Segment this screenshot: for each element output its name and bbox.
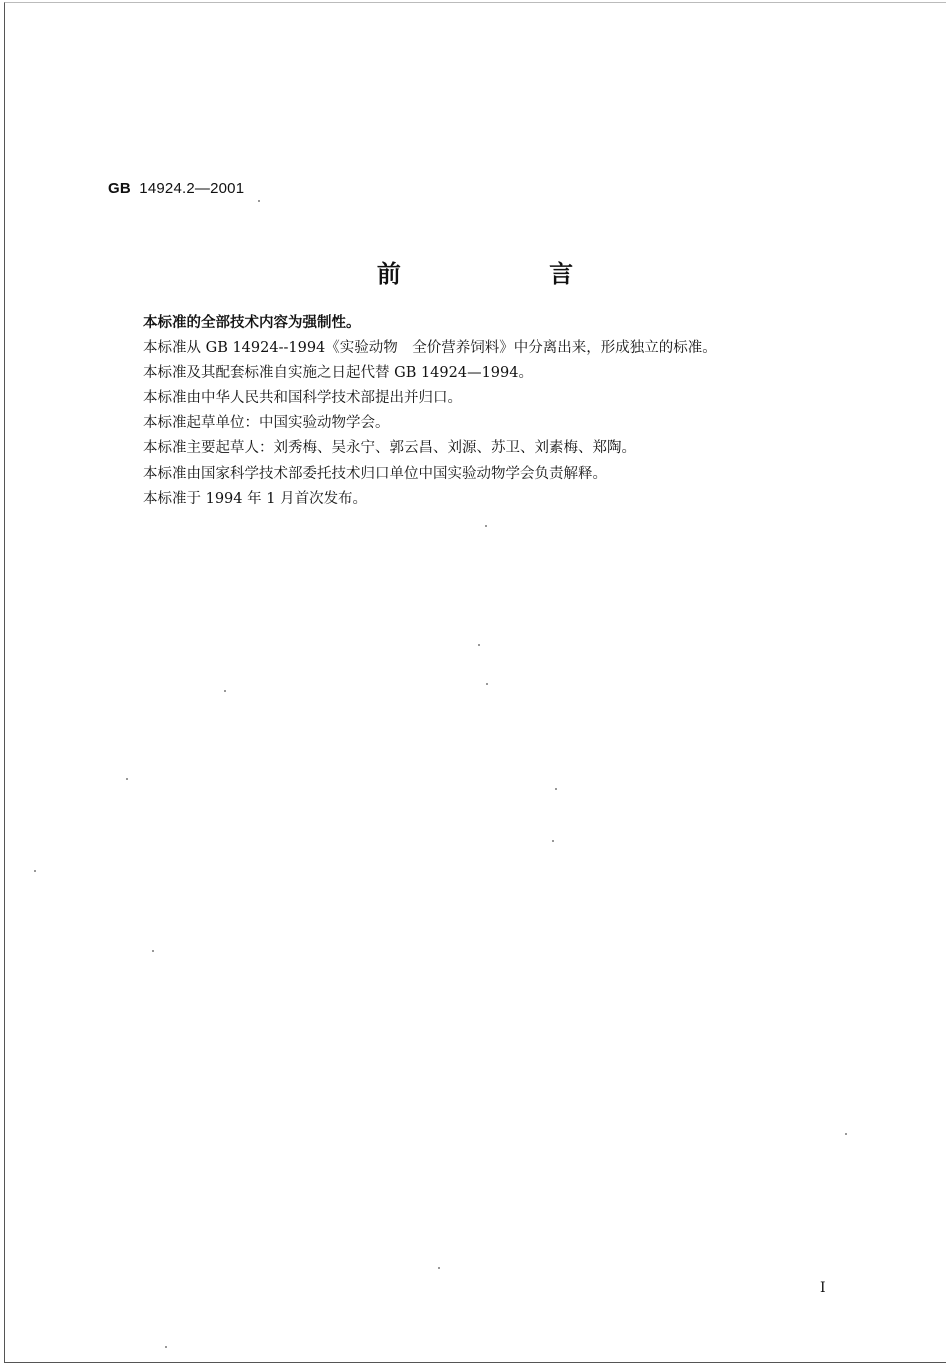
standard-code-number: 14924.2—2001 (139, 180, 245, 197)
scan-speck (486, 683, 488, 685)
paragraph-origin: 本标准从 GB 14924--1994《实验动物 全价营养饲料》中分离出来，形成独立的标准。 (143, 340, 717, 357)
scan-speck (555, 788, 557, 790)
page-number: I (820, 1280, 826, 1296)
standard-code-prefix: GB (108, 180, 131, 197)
scan-speck (126, 778, 128, 780)
foreword-body (143, 311, 863, 512)
paragraph-mandatory: 本标准的全部技术内容为强制性。 (143, 315, 361, 331)
scan-speck (485, 525, 487, 527)
paragraph-drafters: 本标准主要起草人：刘秀梅、吴永宁、郭云昌、刘源、苏卫、刘素梅、郑陶。 (143, 440, 636, 457)
scan-speck (165, 1346, 167, 1348)
scan-speck (34, 870, 36, 872)
page-border (4, 2, 946, 1363)
paragraph-interpretation: 本标准由国家科学技术部委托技术归口单位中国实验动物学会负责解释。 (143, 465, 607, 482)
scan-speck (478, 644, 480, 646)
paragraph-proposer: 本标准由中华人民共和国科学技术部提出并归口。 (143, 390, 462, 407)
scan-speck (552, 840, 554, 842)
scan-speck (438, 1267, 440, 1269)
paragraph-replacement: 本标准及其配套标准自实施之日起代替 GB 14924—1994。 (143, 365, 533, 382)
scan-speck (258, 200, 260, 202)
scan-speck (845, 1133, 847, 1135)
paragraph-drafting-unit: 本标准起草单位：中国实验动物学会。 (143, 415, 390, 432)
scan-speck (224, 690, 226, 692)
section-title: 前 言 (376, 259, 644, 288)
scan-speck (152, 950, 154, 952)
paragraph-first-issue: 本标准于 1994 年 1 月首次发布。 (143, 490, 368, 507)
standard-code (108, 180, 244, 197)
